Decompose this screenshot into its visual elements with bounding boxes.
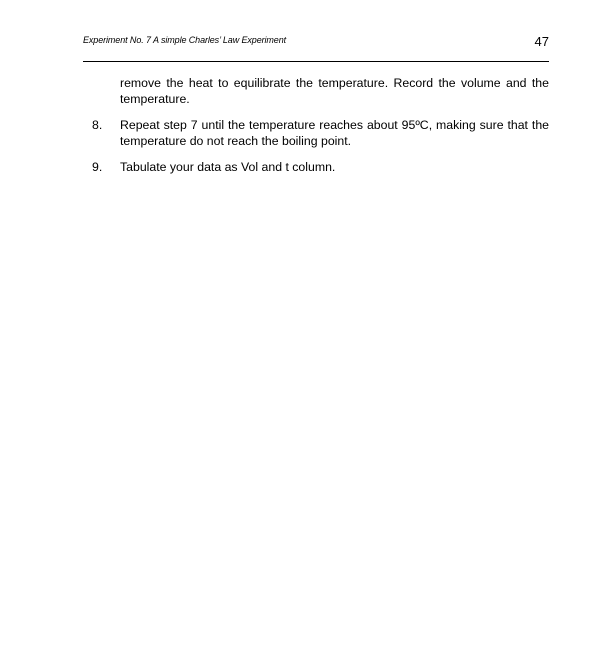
step-text: Repeat step 7 until the temperature reaches about 95ºC, making sure that the temperature do not reach the boiling point.	[120, 118, 549, 148]
step-text: Tabulate your data as Vol and t column.	[120, 160, 336, 174]
step-item-8	[83, 118, 549, 149]
page-number: 47	[534, 34, 549, 49]
step-number: 9.	[92, 160, 103, 174]
step-number: 8.	[92, 118, 103, 132]
continuation-paragraph: remove the heat to equilibrate the temperature. Record the volume and the temperature.	[120, 76, 549, 106]
running-title: Experiment No. 7 A simple Charles’ Law Experiment	[83, 35, 287, 45]
header-rule	[83, 61, 549, 62]
running-header	[83, 34, 549, 52]
body-text	[83, 76, 549, 187]
step-item-9	[83, 160, 549, 176]
